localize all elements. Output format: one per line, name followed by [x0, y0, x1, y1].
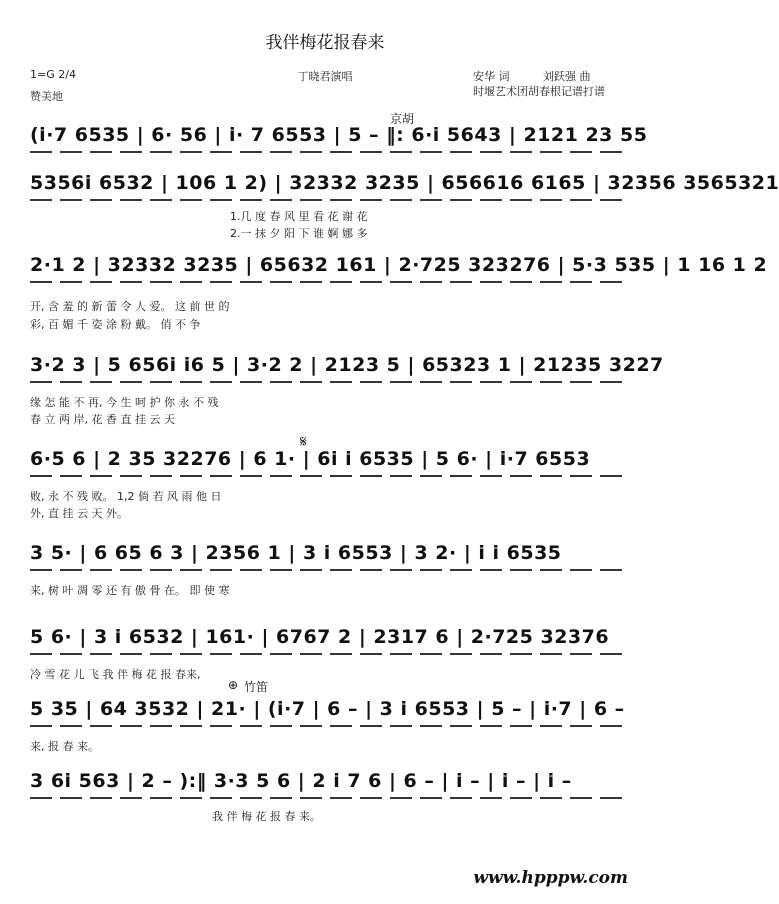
beam-line — [30, 653, 625, 655]
coda-icon: ⊕ — [228, 678, 239, 692]
beam-line — [30, 199, 625, 201]
lyric-line: 开, 含 羞 的 新 蕾 令 人 爱。 这 前 世 的 — [30, 300, 230, 313]
score-row-7 — [30, 626, 625, 670]
score-row-notes: 5 6· | 3 i 6532 | 161· | 6767 2 | 2317 6 | 2·725 32376 — [30, 626, 610, 648]
score-row-6 — [30, 542, 625, 586]
composer: 刘跃强 曲 — [543, 70, 591, 83]
lyric-line: 来, 树 叶 凋 零 还 有 傲 骨 在。 即 使 寒 — [30, 584, 230, 597]
instrument-marker-jinghu: 京胡 — [390, 112, 415, 126]
lyric-line: 外, 直 挂 云 天 外。 — [30, 507, 128, 520]
style-mark: 赞美地 — [30, 90, 63, 103]
score-row-notes: 2·1 2 | 32332 3235 | 65632 161 | 2·725 323276 | 5·3 535 | 1 16 1 2 — [30, 254, 768, 276]
performer: 丁晓君演唱 — [297, 70, 353, 83]
beam-line — [30, 281, 625, 283]
score-row-5 — [30, 448, 625, 492]
key-signature: 1=G 2/4 — [30, 68, 76, 81]
lyric-line: 1.几 度 春 风 里 看 花 谢 花 — [230, 210, 368, 223]
score-row-notes: (i·7 6535 | 6· 56 | i· 7 6553 | 5 – ‖: 6·i 5643 | 2121 23 55 — [30, 124, 648, 146]
beam-line — [30, 569, 625, 571]
lyric-line: 来, 报 春 来。 — [30, 740, 99, 753]
lyric-line: 缘 怎 能 不 再, 今 生 呵 护 你 永 不 残 — [30, 396, 219, 409]
score-row-notes: 3 6i 563 | 2 – ):‖ 3·3 5 6 | 2 i 7 6 | 6 – | i – | i – | i – — [30, 770, 572, 792]
song-title: 我伴梅花报春来 — [265, 33, 385, 53]
beam-line — [30, 151, 625, 153]
beam-line — [30, 475, 625, 477]
lyric-line: 春 立 两 岸, 花 香 直 挂 云 天 — [30, 413, 175, 426]
score-row-notes: 3 5· | 6 65 6 3 | 2356 1 | 3 i 6553 | 3 2· | i i 6535 — [30, 542, 562, 564]
lyricist: 安华 词 — [473, 70, 510, 83]
beam-line — [30, 725, 625, 727]
score-row-notes: 5 35 | 64 3532 | 21· | (i·7 | 6 – | 3 i 6553 | 5 – | i·7 | 6 – — [30, 698, 625, 720]
score-row-4 — [30, 354, 664, 398]
instrument-marker-zhudi: 竹笛 — [244, 680, 269, 694]
lyric-line: 2.一 抹 夕 阳 下 谁 婀 娜 多 — [230, 227, 368, 240]
beam-line — [30, 797, 625, 799]
score-row-notes: 5356i 6532 | 106 1 2) | 32332 3235 | 656616 6165 | 32356 3565321 — [30, 172, 779, 194]
lyric-line: 败, 永 不 残 败。 1,2 倘 若 风 雨 他 日 — [30, 490, 222, 503]
segno-icon: 𝄋 — [300, 432, 307, 451]
score-row-3 — [30, 254, 768, 298]
score-row-8 — [30, 698, 625, 742]
lyric-line: 彩, 百 媚 千 姿 涂 粉 戴。 俏 不 争 — [30, 318, 201, 331]
site-watermark: www.hpppw.com — [473, 868, 628, 888]
score-row-notes: 6·5 6 | 2 35 32276 | 6 1· | 6i i 6535 | 5 6· | i·7 6553 — [30, 448, 591, 470]
score-row-1 — [30, 124, 648, 168]
transcriber: 时堰艺术团胡春根记谱打谱 — [473, 85, 605, 98]
lyric-line: 我 伴 梅 花 报 春 来。 — [212, 810, 321, 823]
beam-line — [30, 381, 625, 383]
lyric-line: 冷 雪 花 儿 飞 我 伴 梅 花 报 春来, — [30, 668, 201, 681]
score-row-notes: 3·2 3 | 5 656i i6 5 | 3·2 2 | 2123 5 | 65323 1 | 21235 3227 — [30, 354, 664, 376]
